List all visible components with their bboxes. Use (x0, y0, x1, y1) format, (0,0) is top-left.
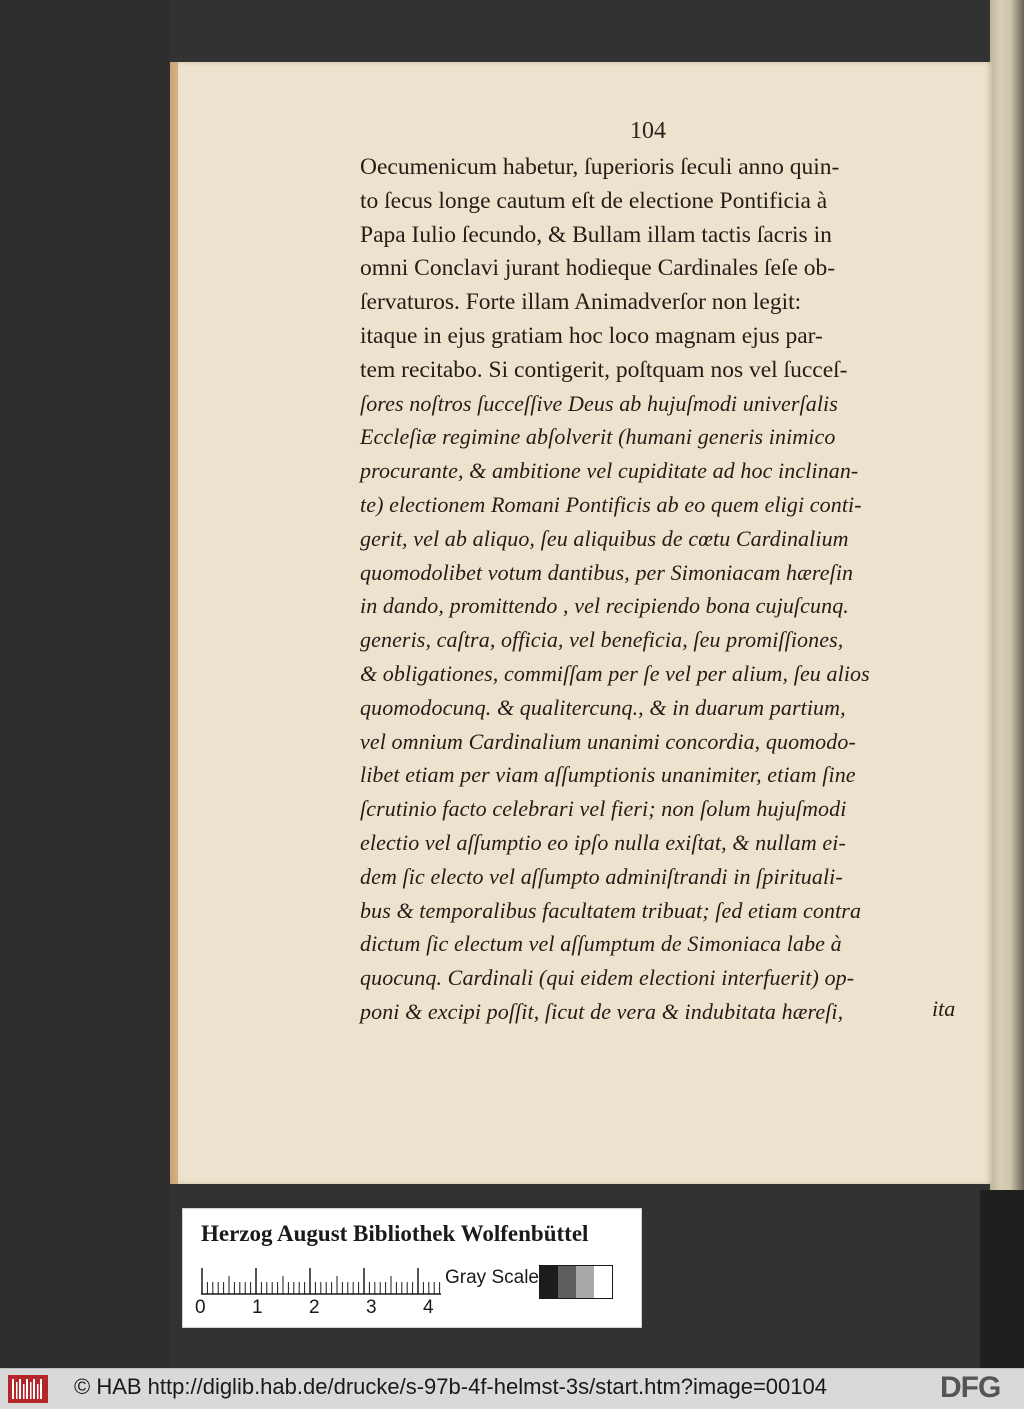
text-line: Eccleſiæ regimine abſolverit (humani generis inimico (360, 424, 836, 450)
text-line: dem ſic electo vel aſſumpto adminiſtrandi in ſpirituali- (360, 863, 843, 889)
grayscale-swatch (594, 1266, 612, 1298)
footer-bar (0, 1368, 1024, 1409)
text-line: ſervaturos. Forte illam Animadverſor non legit: (360, 289, 802, 316)
text-line: gerit, vel ab aliquo, ſeu aliquibus de cœtu Cardinalium (360, 525, 849, 551)
text-line: quomodocunq. & qualitercunq., & in duarum partium, (360, 694, 846, 720)
text-line: poni & excipi poſſit, ſicut de vera & indubitata hæreſi, (360, 999, 844, 1024)
text-line: itaque in ejus gratiam hoc loco magnam ejus par- (360, 323, 823, 349)
text-line: tem recitabo. Si contigerit, poſtquam nos vel ſucceſ- (360, 356, 848, 383)
ruler-number: 4 (423, 1297, 434, 1318)
text-line: in dando, promittendo , vel recipiendo bona cujuſcunq. (360, 593, 849, 619)
text-line: quomodolibet votum dantibus, per Simoniacam hæreſin (360, 559, 854, 585)
page-edge (170, 62, 178, 1184)
text-line: dictum ſic electum vel aſſumptum de Simoniaca labe à (360, 931, 842, 957)
ruler-number: 1 (252, 1297, 263, 1318)
catchword: ita (932, 996, 956, 1021)
text-line: generis, caſtra, officia, vel beneficia, ſeu promiſſiones, (360, 627, 844, 653)
backdrop-left (0, 0, 170, 1368)
barcode-icon (8, 1375, 48, 1403)
grayscale-swatch (576, 1266, 594, 1298)
text-line: vel omnium Cardinalium unanimi concordia, quomodo- (360, 728, 856, 754)
dfg-logo: DFG (940, 1371, 1001, 1404)
ruler-ticks (202, 1268, 440, 1294)
text-line: procurante, & ambitione vel cupiditate ad hoc inclinan- (360, 458, 859, 484)
text-line: omni Conclavi jurant hodieque Cardinales ſeſe ob- (360, 255, 836, 282)
grayscale-swatches (539, 1265, 613, 1299)
text-line: electio vel aſſumptio eo ipſo nulla exiſtat, & nullam ei- (360, 830, 846, 855)
text-line: Oecumenicum habetur, ſuperioris ſeculi anno quin- (360, 154, 840, 180)
text-line: to ſecus longe cautum eſt de electione Pontificia à (360, 187, 828, 214)
library-title: Herzog August Bibliothek Wolfenbüttel (201, 1221, 589, 1246)
text-line: & obligationes, commiſſam per ſe vel per alium, ſeu alios (360, 661, 870, 686)
binding-shadow (980, 1190, 1024, 1368)
text-line: bus & temporalibus facultatem tribuat; ſed etiam contra (360, 897, 862, 923)
text-line: libet etiam per viam aſſumptionis unanimiter, etiam ſine (360, 762, 856, 788)
text-line: ſcrutinio facto celebrari vel fieri; non ſolum hujuſmodi (360, 796, 847, 822)
text-line: ſores noſtros ſucceſſive Deus ab hujuſmodi univerſalis (360, 390, 838, 416)
text-line: Papa Iulio ſecundo, & Bullam illam tactis ſacris in (360, 221, 832, 248)
ruler-number: 0 (195, 1297, 206, 1318)
grayscale-swatch (540, 1266, 558, 1298)
library-card (182, 1208, 642, 1328)
grayscale-label: Gray Scale (445, 1267, 539, 1288)
ruler-numbers (195, 1297, 455, 1321)
source-url[interactable]: © HAB http://diglib.hab.de/drucke/s-97b-4f-helmst-3s/start.htm?image=00104 (74, 1374, 827, 1399)
page-number: 104 (630, 118, 666, 144)
text-line: quocunq. Cardinali (qui eidem electioni interfuerit) op- (360, 965, 855, 991)
ruler-number: 3 (366, 1297, 377, 1318)
text-line: te) electionem Romani Pontificis ab eo quem eligi conti- (360, 492, 862, 517)
ruler (201, 1265, 441, 1295)
grayscale-swatch (558, 1266, 576, 1298)
binding-strip (990, 0, 1024, 1368)
ruler-number: 2 (309, 1297, 320, 1318)
